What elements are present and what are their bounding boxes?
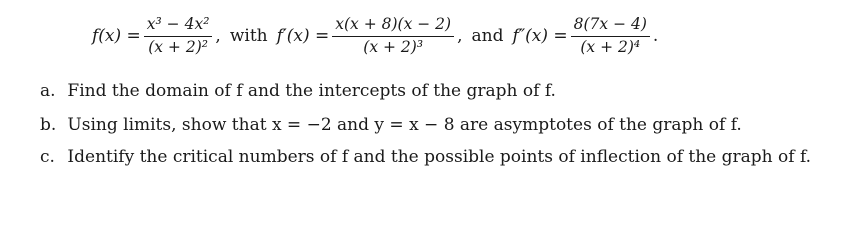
separator-comma-2: ,	[457, 26, 463, 46]
question-label: b.	[40, 115, 57, 135]
question-a	[40, 81, 556, 101]
fdoubleprime-denominator: (x + 2)⁴	[580, 37, 641, 56]
question-c	[40, 147, 811, 167]
fprime-denominator: (x + 2)³	[363, 37, 424, 56]
question-text: Identify the critical numbers of f and the possible points of inflection of the graph of f.	[67, 147, 812, 167]
f-fraction	[144, 16, 213, 57]
f-numerator: x³ − 4x²	[144, 16, 213, 37]
fdoubleprime-fraction	[571, 16, 650, 57]
question-text: Using limits, show that x = −2 and y = x − 8 are asymptotes of the graph of f.	[67, 115, 742, 135]
and-word: and	[471, 26, 504, 46]
fdoubleprime-lhs: f″(x) =	[512, 26, 568, 46]
f-denominator: (x + 2)²	[148, 37, 208, 56]
function-definitions	[92, 6, 658, 66]
f-lhs: f(x) =	[92, 26, 141, 46]
separator-comma-1: ,	[215, 26, 221, 46]
with-word: with	[229, 26, 268, 46]
fprime-numerator: x(x + 8)(x − 2)	[332, 16, 454, 37]
question-label: c.	[40, 147, 55, 167]
question-b	[40, 115, 742, 135]
final-period: .	[652, 26, 659, 46]
fdoubleprime-numerator: 8(7x − 4)	[571, 16, 650, 37]
fprime-fraction	[332, 16, 454, 57]
fprime-lhs: f′(x) =	[276, 26, 330, 46]
question-text: Find the domain of f and the intercepts of the graph of f.	[67, 81, 556, 101]
question-label: a.	[40, 81, 56, 101]
